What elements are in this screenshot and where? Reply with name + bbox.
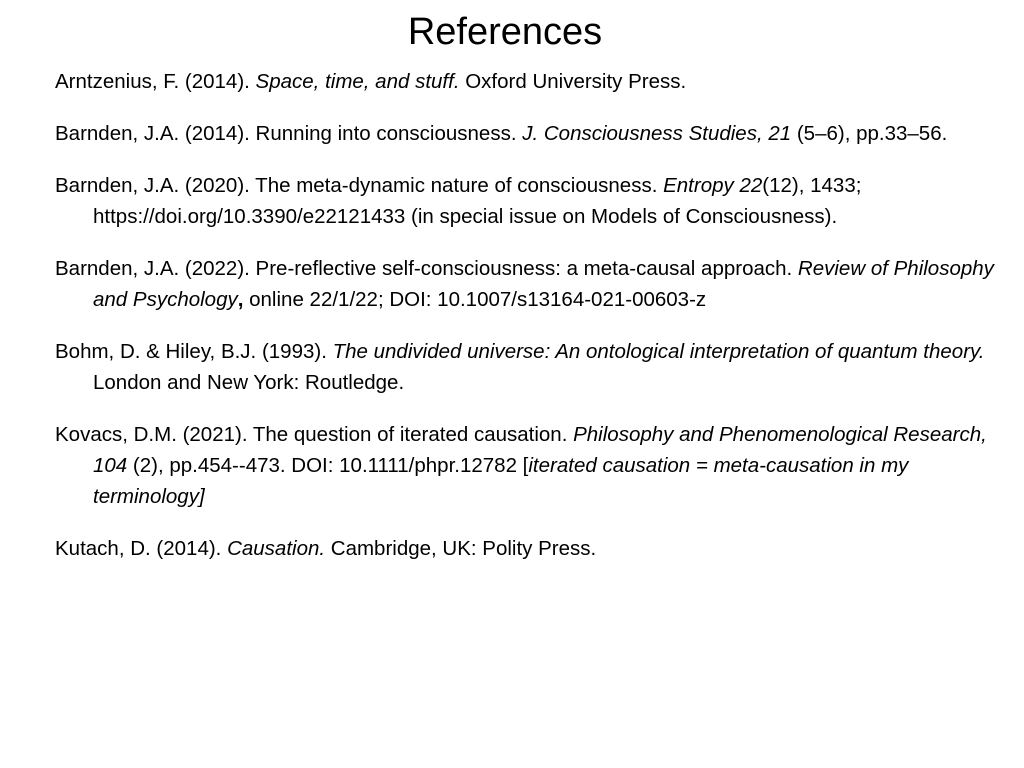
reference-text: Oxford University Press.	[459, 70, 687, 93]
reference-italic-text: J. Consciousness Studies, 21	[522, 122, 792, 145]
reference-text: (5–6), pp.33–56.	[791, 122, 948, 145]
reference-italic-text: Space, time, and stuff.	[255, 70, 460, 93]
reference-item	[55, 253, 1000, 315]
reference-text: Bohm, D. & Hiley, B.J. (1993).	[55, 340, 333, 363]
reference-bold-text: ,	[237, 288, 244, 311]
reference-text: (12), 1433; https://doi.org/10.3390/e22121433 (in special issue on Models of Consciousness).	[93, 174, 862, 228]
reference-text: London and New York: Routledge.	[93, 371, 405, 394]
reference-text: Barnden, J.A. (2014). Running into consciousness.	[55, 122, 523, 145]
reference-italic-text: The undivided universe: An ontological interpretation of quantum theory.	[332, 340, 985, 363]
reference-text: Kutach, D. (2014).	[55, 537, 228, 560]
reference-list	[55, 66, 1000, 585]
reference-item	[55, 66, 1000, 97]
reference-text: Cambridge, UK: Polity Press.	[325, 537, 597, 560]
reference-text: online 22/1/22; DOI: 10.1007/s13164-021-00603-z	[243, 288, 707, 311]
reference-italic-text: iterated causation = meta-causation in my terminology]	[93, 454, 909, 508]
reference-italic-text: Entropy 22	[663, 174, 763, 197]
reference-item	[55, 118, 1000, 149]
reference-item	[55, 533, 1000, 564]
reference-text: Arntzenius, F. (2014).	[55, 70, 256, 93]
reference-text: Barnden, J.A. (2022). Pre-reflective self-consciousness: a meta-causal approach.	[55, 257, 798, 280]
reference-item	[55, 170, 1000, 232]
reference-item	[55, 419, 1000, 512]
reference-italic-text: Philosophy and Phenomenological Research, 104	[93, 423, 987, 477]
reference-item	[55, 336, 1000, 398]
page-title: References	[407, 11, 603, 53]
reference-italic-text: Causation.	[227, 537, 326, 560]
reference-text: (2), pp.454--473. DOI: 10.1111/phpr.12782 [	[127, 454, 529, 477]
reference-text: Barnden, J.A. (2020). The meta-dynamic nature of consciousness.	[55, 174, 664, 197]
reference-italic-text: Review of Philosophy and Psychology	[93, 257, 994, 311]
reference-text: Kovacs, D.M. (2021). The question of iterated causation.	[55, 423, 574, 446]
